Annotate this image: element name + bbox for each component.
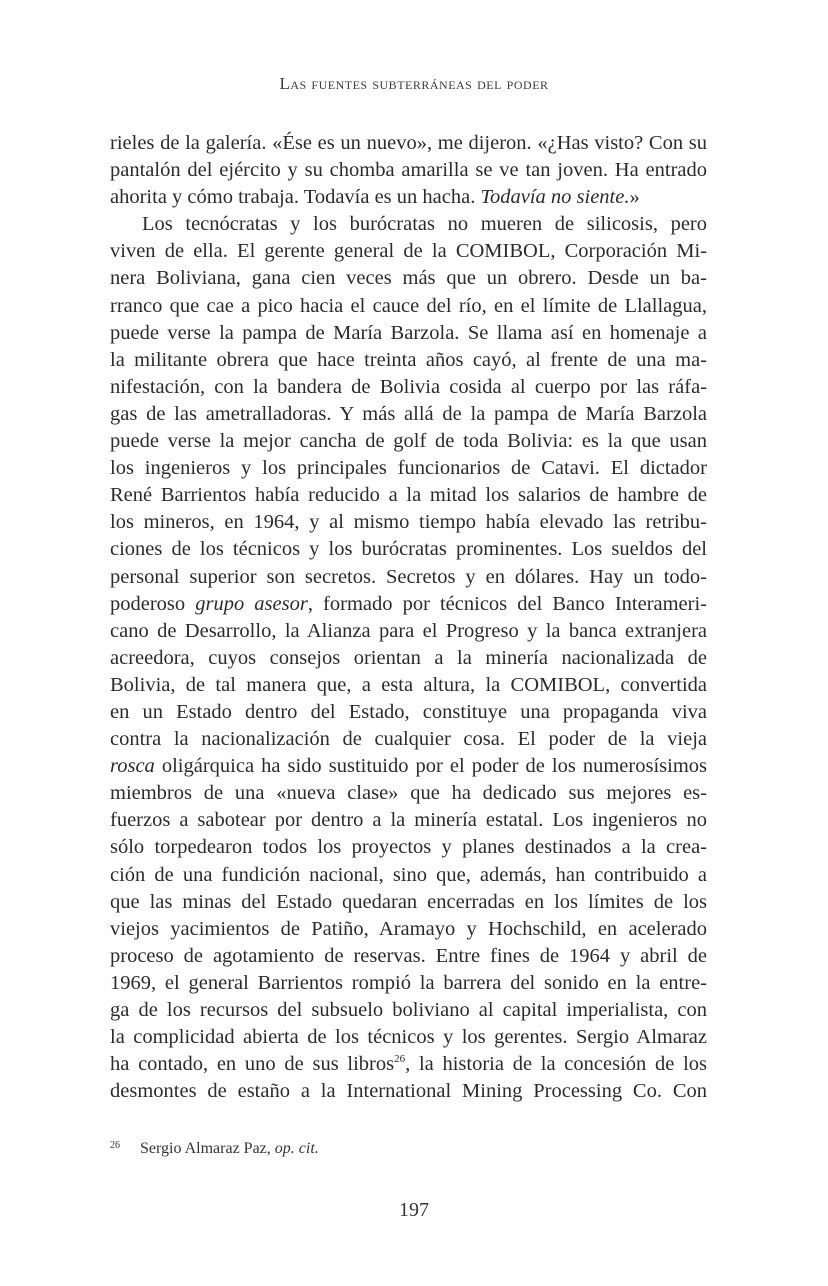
text-line: la complicidad abierta de los técnicos y los gerentes. Sergio Almaraz [110,1026,707,1049]
text-line: los ingenieros y los principales funcionarios de Catavi. El dictador [110,457,707,480]
text-line: rieles de la galería. «Ése es un nuevo», me dijeron. «¿Has visto? Con su [110,132,707,154]
text-segment: , la historia de la concesión de los [405,1053,707,1076]
text-line: en un Estado dentro del Estado, constituye una propaganda viva [110,700,707,723]
italic-segment: Todavía no siente. [480,186,630,209]
text-segment: , formado por técnicos del Banco Interameri- [307,592,708,615]
text-line: desmontes de estaño a la International Mining Processing Co. Con [110,1080,707,1103]
text-line: Los tecnócratas y los burócratas no mueren de silicosis, pero [142,213,707,236]
text-line: rranco que cae a pico hacia el cauce del río, en el límite de Llallagua, [110,294,707,317]
text-line: ción de una fundición nacional, sino que, además, han contribuido a [110,863,707,886]
text-line: viejos yacimientos de Patiño, Aramayo y Hochschild, en acelerado [110,917,707,940]
text-line: gas de las ametralladoras. Y más allá de la pampa de María Barzola [110,402,707,425]
text-line: nera Boliviana, gana cien veces más que un obrero. Desde un ba- [110,267,707,290]
text-line: ga de los recursos del subsuelo boliviano al capital imperialista, con [110,999,707,1021]
text-line: sólo torpedearon todos los proyectos y planes destinados a la crea- [110,836,707,859]
text-line: nifestación, con la bandera de Bolivia cosida al cuerpo por las ráfa- [110,375,707,398]
text-segment: » [629,186,640,209]
text-line: acreedora, cuyos consejos orientan a la minería nacionalizada de [110,646,707,669]
running-head: Las fuentes subterráneas del poder [279,74,549,93]
text-line: la militante obrera que hace treinta años cayó, al frente de una ma- [110,348,707,371]
text-segment: oligárquica ha sido sustituido por el poder de los numerosísimos [154,755,707,778]
footnote-number: 26 [110,1140,120,1151]
text-line: René Barrientos había reducido a la mitad los salarios de hambre de [110,484,707,507]
text-line: pantalón del ejército y su chomba amarilla se ve tan joven. Ha entrado [110,159,707,182]
text-line [110,184,707,211]
text-line: ciones de los técnicos y los burócratas prominentes. Los sueldos del [110,538,707,561]
text-line: cano de Desarrollo, la Alianza para el Progreso y la banca extranjera [110,619,707,642]
text-line: personal superior son secretos. Secretos y en dólares. Hay un todo- [110,565,707,588]
text-line: viven de ella. El gerente general de la COMIBOL, Corporación Mi- [110,240,707,263]
text-segment: ha contado, en uno de sus libros [110,1053,395,1076]
text-line: proceso de agotamiento de reservas. Entre fines de 1964 y abril de [110,944,707,967]
italic-segment: rosca [110,755,155,778]
text-segment: poderoso [110,592,196,615]
text-line [110,591,707,618]
text-line: que las minas del Estado quedaran encerradas en los límites de los [110,890,707,913]
text-line: miembros de una «nueva clase» que ha dedicado sus mejores es- [110,782,707,805]
text-line [110,753,707,780]
text-segment: ahorita y cómo trabaja. Todavía es un hacha. [110,186,481,209]
italic-segment: grupo asesor [195,592,308,615]
text-line: 1969, el general Barrientos rompió la barrera del sonido en la entre- [110,971,707,994]
text-line: puede verse la mejor cancha de golf de toda Bolivia: es la que usan [110,430,707,453]
text-line: Bolivia, de tal manera que, a esta altura, la COMIBOL, convertida [110,673,707,696]
text-line: fuerzos a sabotear por dentro a la minería estatal. Los ingenieros no [110,809,707,832]
text-line: contra la nacionalización de cualquier cosa. El poder de la vieja [110,728,707,751]
footnote-text: Sergio Almaraz Paz, [140,1140,275,1157]
page-number: 197 [399,1199,429,1221]
footnote-reference[interactable]: 26 [394,1053,406,1066]
footnote [110,1140,319,1158]
text-line: puede verse la pampa de María Barzola. Se llama así en homenaje a [110,321,707,344]
text-line [110,1051,707,1078]
text-line: los mineros, en 1964, y al mismo tiempo había elevado las retribu- [110,511,707,534]
footnote-italic: op. cit. [274,1140,319,1157]
body-text [110,130,707,1105]
